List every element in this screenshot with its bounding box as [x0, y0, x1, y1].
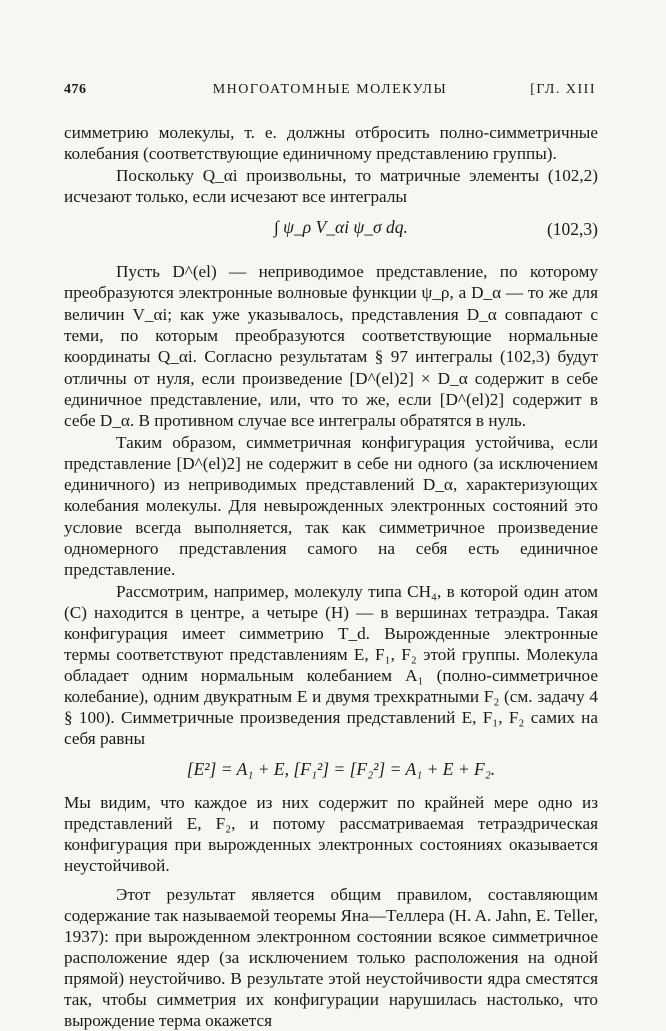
- page-number: 476: [64, 82, 87, 97]
- equation-number: (102,3): [546, 219, 598, 240]
- equation-products: [E²] = A₁ + E, [F₁²] = [F₂²] = A₁ + E + F₂.: [186, 758, 496, 779]
- chapter-label: [ГЛ. XIII: [530, 82, 596, 97]
- paragraph-1: симметрию молекулы, т. е. должны отбросить полно-симметричные колебания (соответствующие единичному представлению группы).: [64, 123, 598, 164]
- paragraph-6: Мы видим, что каждое из них содержит по крайней мере одно из представлений E, F₂, и потому рассматриваемая тетраэдрическая конфигурация при вырожденных электронных состояниях оказывается неустойчивой.: [64, 792, 598, 875]
- paragraph-4: Таким образом, симметричная конфигурация устойчива, если представление [D^(el)2] не содержит в себе ни одного (за исключением единичного) из неприводимых представлений D_α, характеризующих колебания молекулы. Для невырожденных электронных состояний это условие всегда выполняется, так как симметричное произведение одномерного представления самого на себя есть единичное представление.: [64, 432, 598, 580]
- running-header: [64, 82, 596, 104]
- page-body: [64, 122, 598, 1031]
- paragraph-7: Этот результат является общим правилом, составляющим содержание так называемой теоремы Яна—Теллера (H. A. Jahn, E. Teller, 1937): при вырожденном электронном состоянии всякое симметричное расположение ядер (за исключением только расположения на одной прямой) неустойчиво. В результате этой неустойчивости ядра сместятся так, чтобы симметрия их конфигурации нарушилась настолько, что вырождение терма окажется: [64, 884, 598, 1030]
- equation-102-3: [64, 211, 598, 251]
- equation-integral: ∫ ψ_ρ V_αi ψ_σ dq.: [274, 217, 408, 238]
- paragraph-5: Рассмотрим, например, молекулу типа CH₄, в которой один атом (C) находится в центре, а четыре (H) — в вершинах тетраэдра. Такая конфигурация имеет симметрию T_d. Вырожденные электронные термы соответствуют представлениям E, F₁, F₂ этой группы. Молекула обладает одним нормальным колебанием A₁ (полно-симметричное колебание), одним двукратным E и двумя трехкратными F₂ (см. задачу 4 § 100). Симметричные произведения представлений E, F₁, F₂ самих на себя равны: [64, 581, 598, 748]
- running-title: МНОГОАТОМНЫЕ МОЛЕКУЛЫ: [212, 82, 448, 97]
- paragraph-3: Пусть D^(el) — неприводимое представление, по которому преобразуются электронные волновые функции ψ_ρ, а D_α — то же для величин V_αi; как уже указывалось, представления D_α совпадают с теми, по которым преобразуются соответствующие нормальные координаты Q_αi. Согласно результатам § 97 интегралы (102,3) будут отличны от нуля, если произведение [D^(el)2] × D_α содержит в себе единичное представление, или, что то же, если [D^(el)2] содержит в себе D_α. В противном случае все интегралы обратятся в нуль.: [64, 262, 598, 431]
- paragraph-2: Поскольку Q_αi произвольны, то матричные элементы (102,2) исчезают только, если исчезают все интегралы: [64, 165, 598, 206]
